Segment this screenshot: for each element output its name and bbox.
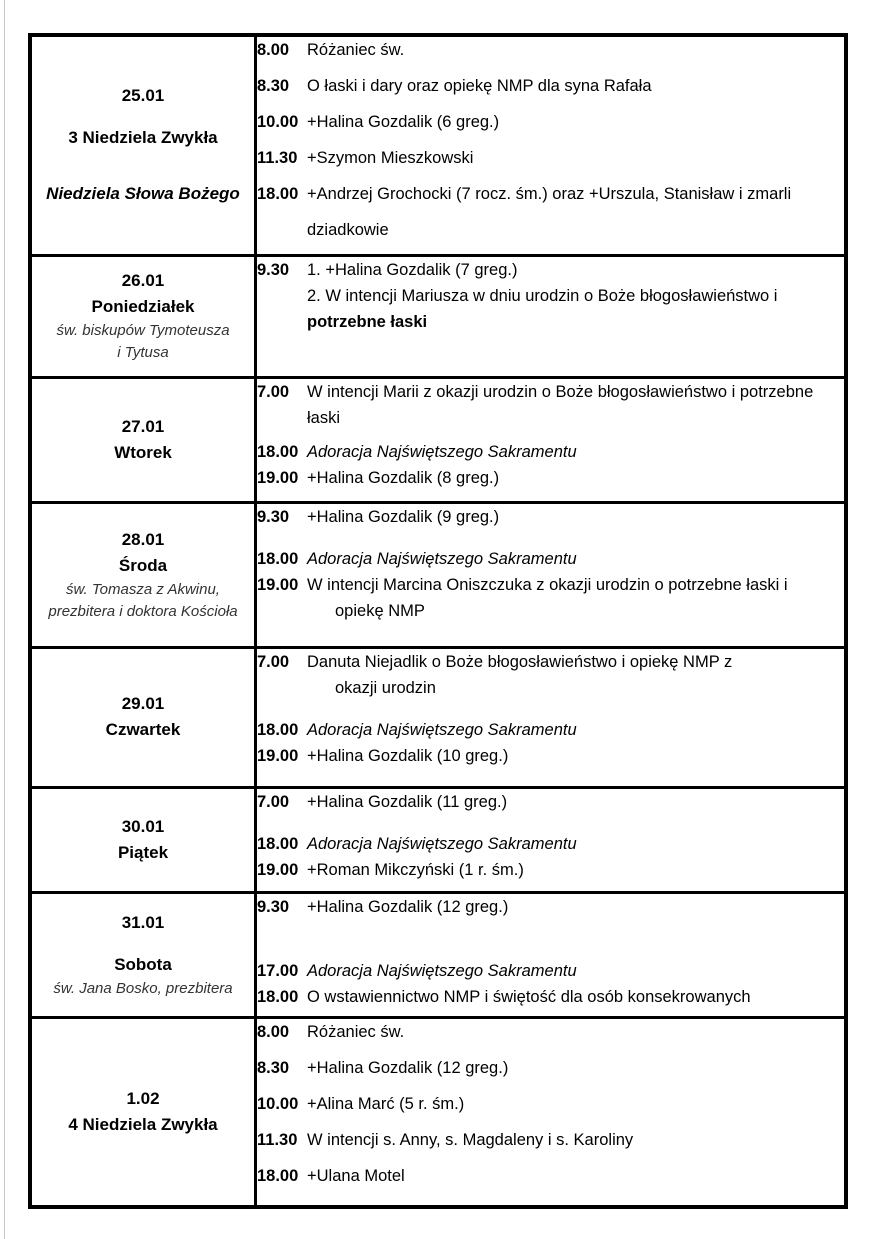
entry-time: 18.00 — [257, 185, 299, 203]
entry-text: +Halina Gozdalik (10 greg.) — [307, 746, 509, 765]
entry-text: +Roman Mikczyński (1 r. śm.) — [307, 860, 524, 879]
entry-text: Adoracja Najświętszego Sakramentu — [307, 442, 577, 461]
entries-cell — [256, 1017, 847, 1207]
entry-text: Różaniec św. — [307, 1022, 405, 1041]
entry-line — [257, 405, 844, 431]
entry-text: W intencji Marcina Oniszczuka z okazji urodzin o potrzebne łaski i — [307, 575, 788, 594]
date-cell — [30, 647, 256, 787]
table-row — [30, 255, 846, 377]
table-row — [30, 377, 846, 502]
table-row — [30, 892, 846, 1017]
entry-time: 7.00 — [257, 652, 290, 671]
day-name: Sobota — [114, 954, 172, 974]
entry-time: 8.30 — [257, 77, 290, 95]
entry-text: +Halina Gozdalik (9 greg.) — [307, 507, 500, 526]
entry-text: Adoracja Najświętszego Sakramentu — [307, 549, 577, 568]
date-text: 31.01 — [121, 912, 165, 932]
date-text: 1.02 — [126, 1088, 160, 1108]
entry-text: +Halina Gozdalik (11 greg.) — [307, 792, 508, 811]
feast-detail: i Tytusa — [117, 344, 169, 361]
entries-cell — [256, 255, 847, 377]
entry-time: 11.30 — [257, 1130, 298, 1149]
date-cell — [30, 255, 256, 377]
entry-time: 8.00 — [257, 41, 290, 59]
date-cell — [30, 1017, 256, 1207]
entries-cell — [256, 35, 847, 255]
day-name: Środa — [118, 555, 168, 575]
table-row — [30, 35, 846, 255]
entry-text: O łaski i dary oraz opiekę NMP dla syna Rafała — [307, 77, 652, 95]
entry-line — [257, 109, 844, 135]
entry-text: W intencji s. Anny, s. Magdaleny i s. Karoliny — [307, 1130, 634, 1149]
entry-line — [257, 743, 844, 769]
entry-time: 7.00 — [257, 792, 290, 811]
entry-line — [257, 717, 844, 743]
entry-line — [257, 379, 844, 405]
entry-text: +Andrzej Grochocki (7 rocz. śm.) oraz +Urszula, Stanisław i zmarli — [307, 185, 792, 203]
entry-line — [257, 465, 844, 491]
entry-text: łaski — [307, 408, 341, 427]
entry-line — [257, 181, 844, 207]
entry-text: dziadkowie — [307, 221, 389, 239]
entry-time: 18.00 — [257, 1166, 299, 1185]
entry-text: 1. +Halina Gozdalik (7 greg.) — [307, 260, 518, 279]
entry-line — [257, 958, 844, 984]
entry-time: 9.30 — [257, 897, 290, 916]
entry-text: opiekę NMP — [335, 601, 425, 620]
entry-line — [257, 1091, 844, 1117]
entry-text: +Halina Gozdalik (12 greg.) — [307, 1058, 509, 1077]
entry-line — [257, 1127, 844, 1153]
entry-text: potrzebne łaski — [307, 312, 428, 331]
entry-text: +Halina Gozdalik (12 greg.) — [307, 897, 509, 916]
entry-time: 9.30 — [257, 260, 290, 279]
entry-line — [257, 1019, 844, 1045]
day-name: Piątek — [117, 842, 169, 862]
entry-text: +Alina Marć (5 r. śm.) — [307, 1094, 465, 1113]
day-name: Poniedziałek — [91, 297, 195, 316]
entry-time: 19.00 — [257, 468, 299, 487]
entry-time: 8.30 — [257, 1058, 290, 1077]
entry-text: +Halina Gozdalik (6 greg.) — [307, 113, 500, 131]
entry-line — [257, 572, 844, 598]
feast-detail: św. Jana Bosko, prezbitera — [53, 979, 233, 997]
table-row — [30, 647, 846, 787]
entry-time: 18.00 — [257, 442, 299, 461]
entry-line — [257, 1055, 844, 1081]
schedule-table — [28, 33, 848, 1209]
entry-text: W intencji Marii z okazji urodzin o Boże błogosławieństwo i potrzebne — [307, 382, 814, 401]
entry-text: Różaniec św. — [307, 41, 405, 59]
entry-time: 18.00 — [257, 987, 299, 1006]
entry-line — [257, 789, 844, 815]
entry-text: +Halina Gozdalik (8 greg.) — [307, 468, 500, 487]
feast-detail: św. biskupów Tymoteusza — [56, 322, 230, 339]
entry-text: 2. W intencji Mariusza w dniu urodzin o Boże błogosławieństwo i — [307, 286, 778, 305]
entry-text: +Szymon Mieszkowski — [307, 149, 474, 167]
date-cell — [30, 35, 256, 255]
entry-line — [257, 831, 844, 857]
feast-detail: prezbitera i doktora Kościoła — [48, 602, 238, 620]
day-name: 4 Niedziela Zwykła — [68, 1114, 218, 1134]
date-text: 25.01 — [121, 86, 165, 106]
entry-line — [257, 309, 844, 335]
entry-text: O wstawiennictwo NMP i świętość dla osób konsekrowanych — [307, 987, 751, 1006]
entry-line — [257, 1163, 844, 1189]
schedule-table-body — [30, 35, 846, 1207]
entries-cell — [256, 647, 847, 787]
day-name: Czwartek — [105, 720, 181, 739]
entry-line — [257, 857, 844, 883]
entry-line — [257, 217, 844, 243]
entry-time: 9.30 — [257, 507, 290, 526]
entry-time: 19.00 — [257, 860, 299, 879]
date-text: 27.01 — [121, 416, 165, 436]
date-cell — [30, 892, 256, 1017]
entry-time: 10.00 — [257, 113, 299, 131]
day-name: 3 Niedziela Zwykła — [68, 128, 218, 148]
date-cell — [30, 787, 256, 892]
entry-line — [257, 649, 844, 675]
entry-time: 10.00 — [257, 1094, 299, 1113]
entry-time: 18.00 — [257, 834, 299, 853]
entries-cell — [256, 787, 847, 892]
date-cell — [30, 502, 256, 647]
entry-line — [257, 504, 844, 530]
entries-cell — [256, 377, 847, 502]
date-text: 28.01 — [121, 529, 165, 549]
entry-time: 19.00 — [257, 575, 299, 594]
date-cell — [30, 377, 256, 502]
entry-line — [257, 546, 844, 572]
entry-line — [257, 37, 844, 63]
entry-line — [257, 598, 844, 624]
entry-time: 7.00 — [257, 382, 290, 401]
table-row — [30, 1017, 846, 1207]
day-name: Wtorek — [114, 442, 172, 462]
date-text: 30.01 — [121, 816, 165, 836]
table-row — [30, 502, 846, 647]
entry-time: 18.00 — [257, 720, 299, 739]
date-text: 26.01 — [121, 271, 165, 290]
feast-detail: św. Tomasza z Akwinu, — [66, 580, 220, 598]
entry-time: 8.00 — [257, 1022, 290, 1041]
entries-cell — [256, 892, 847, 1017]
entry-line — [257, 439, 844, 465]
entry-line — [257, 145, 844, 171]
entry-time: 18.00 — [257, 549, 299, 568]
date-text: 29.01 — [121, 694, 165, 713]
entry-time: 11.30 — [257, 149, 298, 167]
page-edge-scan-line — [4, 0, 5, 1239]
entry-text: Adoracja Najświętszego Sakramentu — [307, 961, 577, 980]
entry-text: Adoracja Najświętszego Sakramentu — [307, 834, 577, 853]
table-row — [30, 787, 846, 892]
entry-text: +Ulana Motel — [307, 1166, 405, 1185]
entry-text: Danuta Niejadlik o Boże błogosławieństwo i opiekę NMP z — [307, 652, 733, 671]
entry-time: 17.00 — [257, 961, 299, 980]
entries-cell — [256, 502, 847, 647]
entry-time: 19.00 — [257, 746, 299, 765]
entry-text: okazji urodzin — [335, 678, 436, 697]
entry-line — [257, 73, 844, 99]
entry-line — [257, 675, 844, 701]
entry-line — [257, 283, 844, 309]
entry-text: Adoracja Najświętszego Sakramentu — [307, 720, 577, 739]
entry-line — [257, 984, 844, 1010]
entry-line — [257, 894, 844, 920]
entry-line — [257, 257, 844, 283]
feast-name: Niedziela Słowa Bożego — [46, 184, 240, 204]
